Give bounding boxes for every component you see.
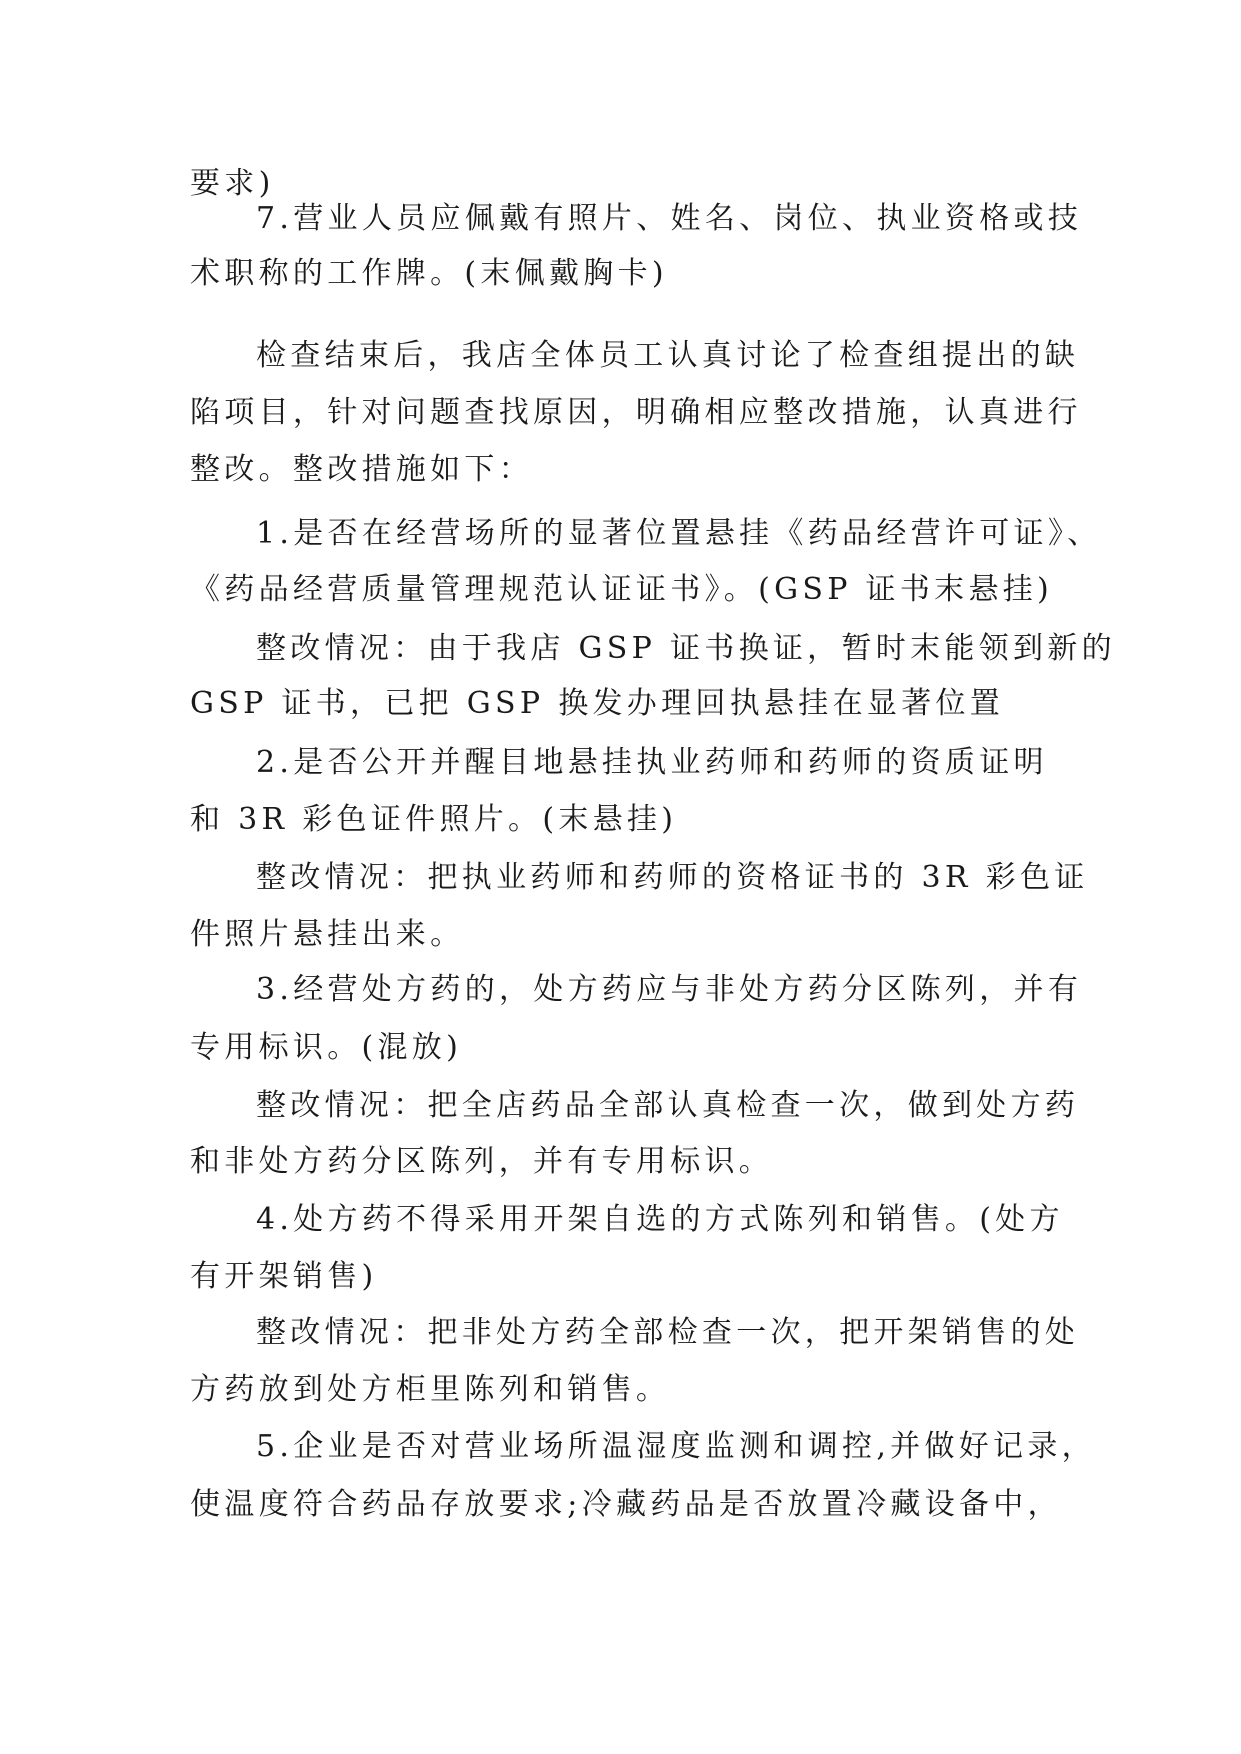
text-line: 3.经营处方药的，处方药应与非处方药分区陈列，并有 — [256, 972, 1083, 1007]
text-line: 使温度符合药品存放要求;冷藏药品是否放置冷藏设备中， — [190, 1487, 1062, 1522]
text-line: 整改情况：把执业药师和药师的资格证书的 3R 彩色证 — [256, 860, 1089, 895]
text-line: 件照片悬挂出来。 — [190, 917, 465, 952]
text-line: 和 3R 彩色证件照片。(末悬挂) — [190, 802, 678, 837]
text-line: 2.是否公开并醒目地悬挂执业药师和药师的资质证明 — [256, 745, 1048, 780]
text-line: 5.企业是否对营业场所温湿度监测和调控,并做好记录， — [256, 1429, 1096, 1464]
text-line: 整改情况：把非处方药全部检查一次，把开架销售的处 — [256, 1315, 1080, 1350]
text-line: 有开架销售) — [190, 1259, 378, 1294]
text-line: 检查结束后，我店全体员工认真讨论了检查组提出的缺 — [256, 338, 1080, 373]
text-line: 整改情况：由于我店 GSP 证书换证，暂时末能领到新的 — [256, 631, 1116, 666]
text-line: 术职称的工作牌。(末佩戴胸卡) — [190, 256, 668, 291]
text-line: 要求) — [190, 166, 275, 201]
text-line: 4.处方药不得采用开架自选的方式陈列和销售。(处方 — [256, 1202, 1064, 1237]
text-line: 整改情况：把全店药品全部认真检查一次，做到处方药 — [256, 1088, 1080, 1123]
text-line: 方药放到处方柜里陈列和销售。 — [190, 1372, 671, 1407]
text-line: 7.营业人员应佩戴有照片、姓名、岗位、执业资格或技 — [256, 201, 1083, 236]
text-line: 陷项目，针对问题查找原因，明确相应整改措施，认真进行 — [190, 395, 1082, 430]
text-line: GSP 证书，已把 GSP 换发办理回执悬挂在显著位置 — [190, 686, 1005, 721]
text-line: 整改。整改措施如下： — [190, 452, 533, 487]
text-line: 《药品经营质量管理规范认证证书》。(GSP 证书末悬挂) — [190, 572, 1054, 607]
text-line: 1.是否在经营场所的显著位置悬挂《药品经营许可证》、 — [256, 516, 1102, 551]
text-line: 专用标识。(混放) — [190, 1030, 463, 1065]
text-line: 和非处方药分区陈列，并有专用标识。 — [190, 1144, 774, 1179]
